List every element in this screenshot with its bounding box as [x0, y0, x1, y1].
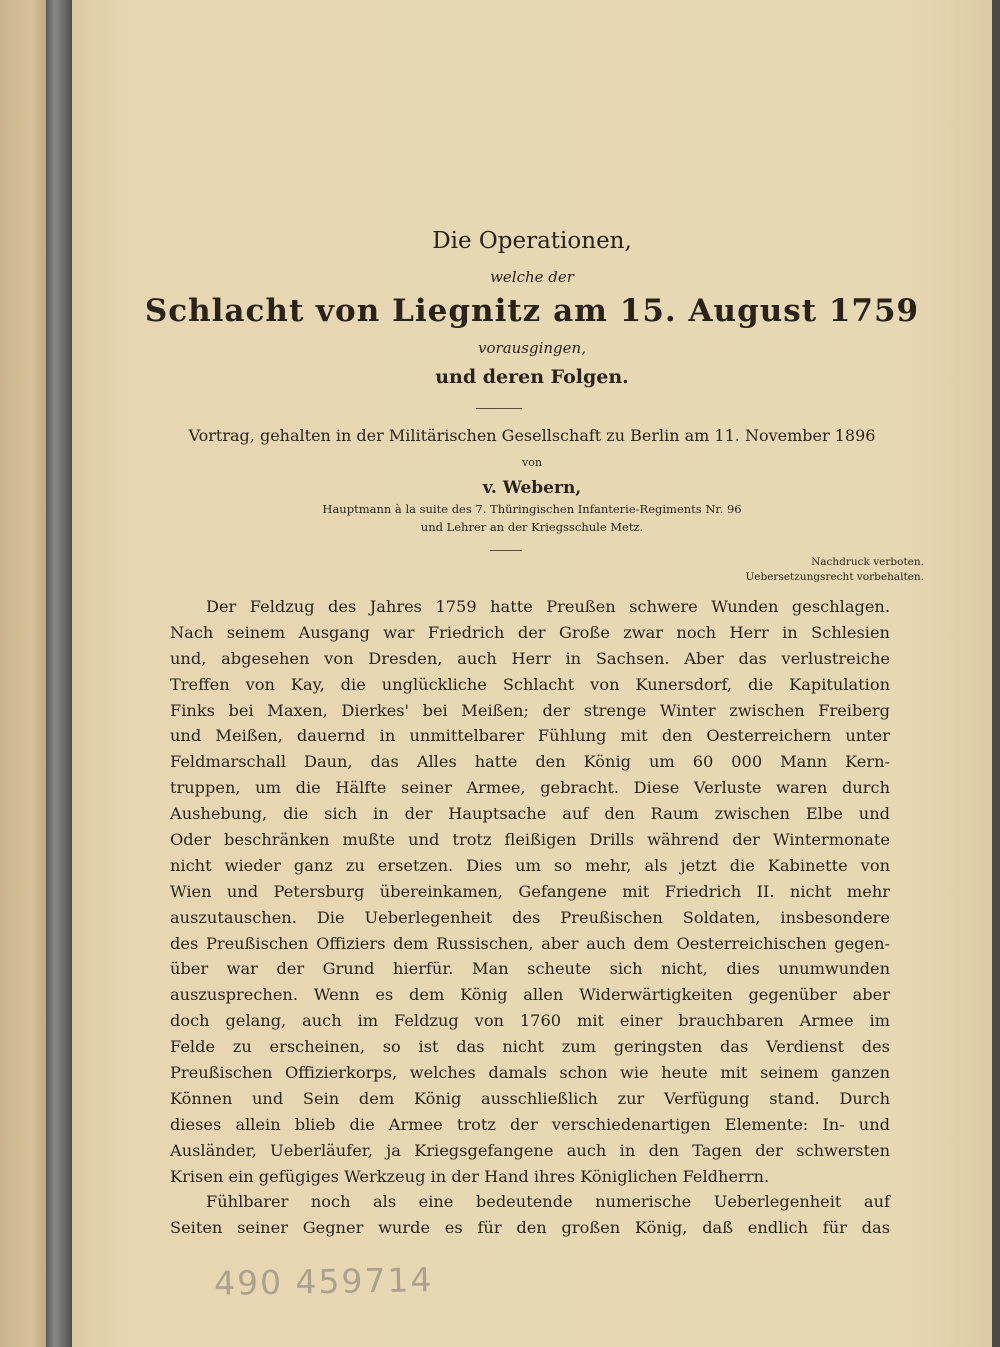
title-divider: [476, 408, 522, 409]
text-line: Fühlbarer noch als eine bedeutende numerische Ueberlegenheit auf: [206, 1192, 890, 1212]
text-line: Aushebung, die sich in der Hauptsache auf den Raum zwischen Elbe und: [170, 804, 890, 824]
text-line: Ausländer, Ueberläufer, ja Kriegsgefangene auch in den Tagen der schwersten: [170, 1140, 890, 1160]
title-line-operations: Die Operationen,: [432, 228, 632, 254]
text-line: und, abgesehen von Dresden, auch Herr in Sachsen. Aber das verlustreiche: [170, 648, 890, 668]
text-line: Treffen von Kay, die unglückliche Schlacht von Kunersdorf, die Kapitulation: [170, 674, 890, 694]
text-line: Felde zu erscheinen, so ist das nicht zum geringsten das Verdienst des: [170, 1037, 890, 1057]
text-line: dieses allein blieb die Armee trotz der verschiedenartigen Elemente: In- und: [170, 1114, 890, 1134]
text-line: des Preußischen Offiziers dem Russischen, aber auch dem Oesterreichischen gegen-: [170, 933, 890, 953]
text-line: Wien und Petersburg übereinkamen, Gefangene mit Friedrich II. nicht mehr: [170, 881, 890, 901]
reprint-notice: Nachdruck verboten.: [811, 556, 924, 568]
text-line: Finks bei Maxen, Dierkes' bei Meißen; der strenge Winter zwischen Freiberg: [170, 700, 890, 720]
lecture-subtitle: Vortrag, gehalten in der Militärischen Gesellschaft zu Berlin am 11. November 1896: [188, 426, 876, 445]
book-page: [72, 0, 992, 1347]
title-line-folgen: und deren Folgen.: [435, 366, 629, 388]
text-line: Krisen ein gefügiges Werkzeug in der Hand ihres Königlichen Feldherrn.: [170, 1166, 770, 1186]
text-line: Seiten seiner Gegner wurde es für den großen König, daß endlich für das: [170, 1218, 890, 1238]
text-line: truppen, um die Hälfte seiner Armee, gebracht. Diese Verluste waren durch: [170, 778, 890, 798]
library-shelfmark-stamp: 490 459714: [213, 1260, 434, 1303]
text-line: Nach seinem Ausgang war Friedrich der Große zwar noch Herr in Schlesien: [170, 622, 890, 642]
text-line: über war der Grund hierfür. Man scheute sich nicht, dies unumwunden: [170, 959, 890, 979]
book-gutter: [46, 0, 72, 1347]
paragraph-2: [170, 1189, 890, 1241]
text-line: Feldmarschall Daun, das Alles hatte den König um 60 000 Mann Kern-: [170, 752, 890, 772]
author-rank-line2: und Lehrer an der Kriegsschule Metz.: [420, 520, 644, 534]
text-line: auszutauschen. Die Ueberlegenheit des Preußischen Soldaten, insbesondere: [170, 907, 890, 927]
text-line: nicht wieder ganz zu ersetzen. Dies um so mehr, als jetzt die Kabinette von: [170, 855, 890, 875]
facing-page-edge: [0, 0, 46, 1347]
text-line: auszusprechen. Wenn es dem König allen Widerwärtigkeiten gegenüber aber: [170, 985, 890, 1005]
author-rank-line1: Hauptmann à la suite des 7. Thüringischen Infanterie-Regiments Nr. 96: [322, 502, 742, 516]
text-line: doch gelang, auch im Feldzug von 1760 mit einer brauchbaren Armee im: [170, 1011, 890, 1031]
title-line-vorausgingen: vorausgingen,: [478, 339, 586, 357]
text-line: Der Feldzug des Jahres 1759 hatte Preußen schwere Wunden geschlagen.: [206, 597, 890, 616]
text-line: und Meißen, dauernd in unmittelbarer Fühlung mit den Oesterreichern unter: [170, 726, 890, 746]
title-line-welche: welche der: [490, 268, 574, 286]
text-line: Können und Sein dem König ausschließlich zur Verfügung stand. Durch: [170, 1088, 890, 1108]
main-title: Schlacht von Liegnitz am 15. August 1759: [144, 293, 920, 329]
scanner-background: [992, 0, 1000, 1347]
author-name: v. Webern,: [482, 478, 582, 498]
text-line: Preußischen Offizierkorps, welches damals schon wie heute mit seinem ganzen: [170, 1063, 890, 1083]
translation-notice: Uebersetzungsrecht vorbehalten.: [745, 571, 924, 583]
body-text: [170, 594, 890, 1241]
author-divider: [490, 550, 522, 551]
text-line: Oder beschränken mußte und trotz fleißigen Drills während der Wintermonate: [170, 830, 890, 850]
von-label: von: [522, 456, 542, 469]
paragraph-1: [170, 594, 890, 1189]
